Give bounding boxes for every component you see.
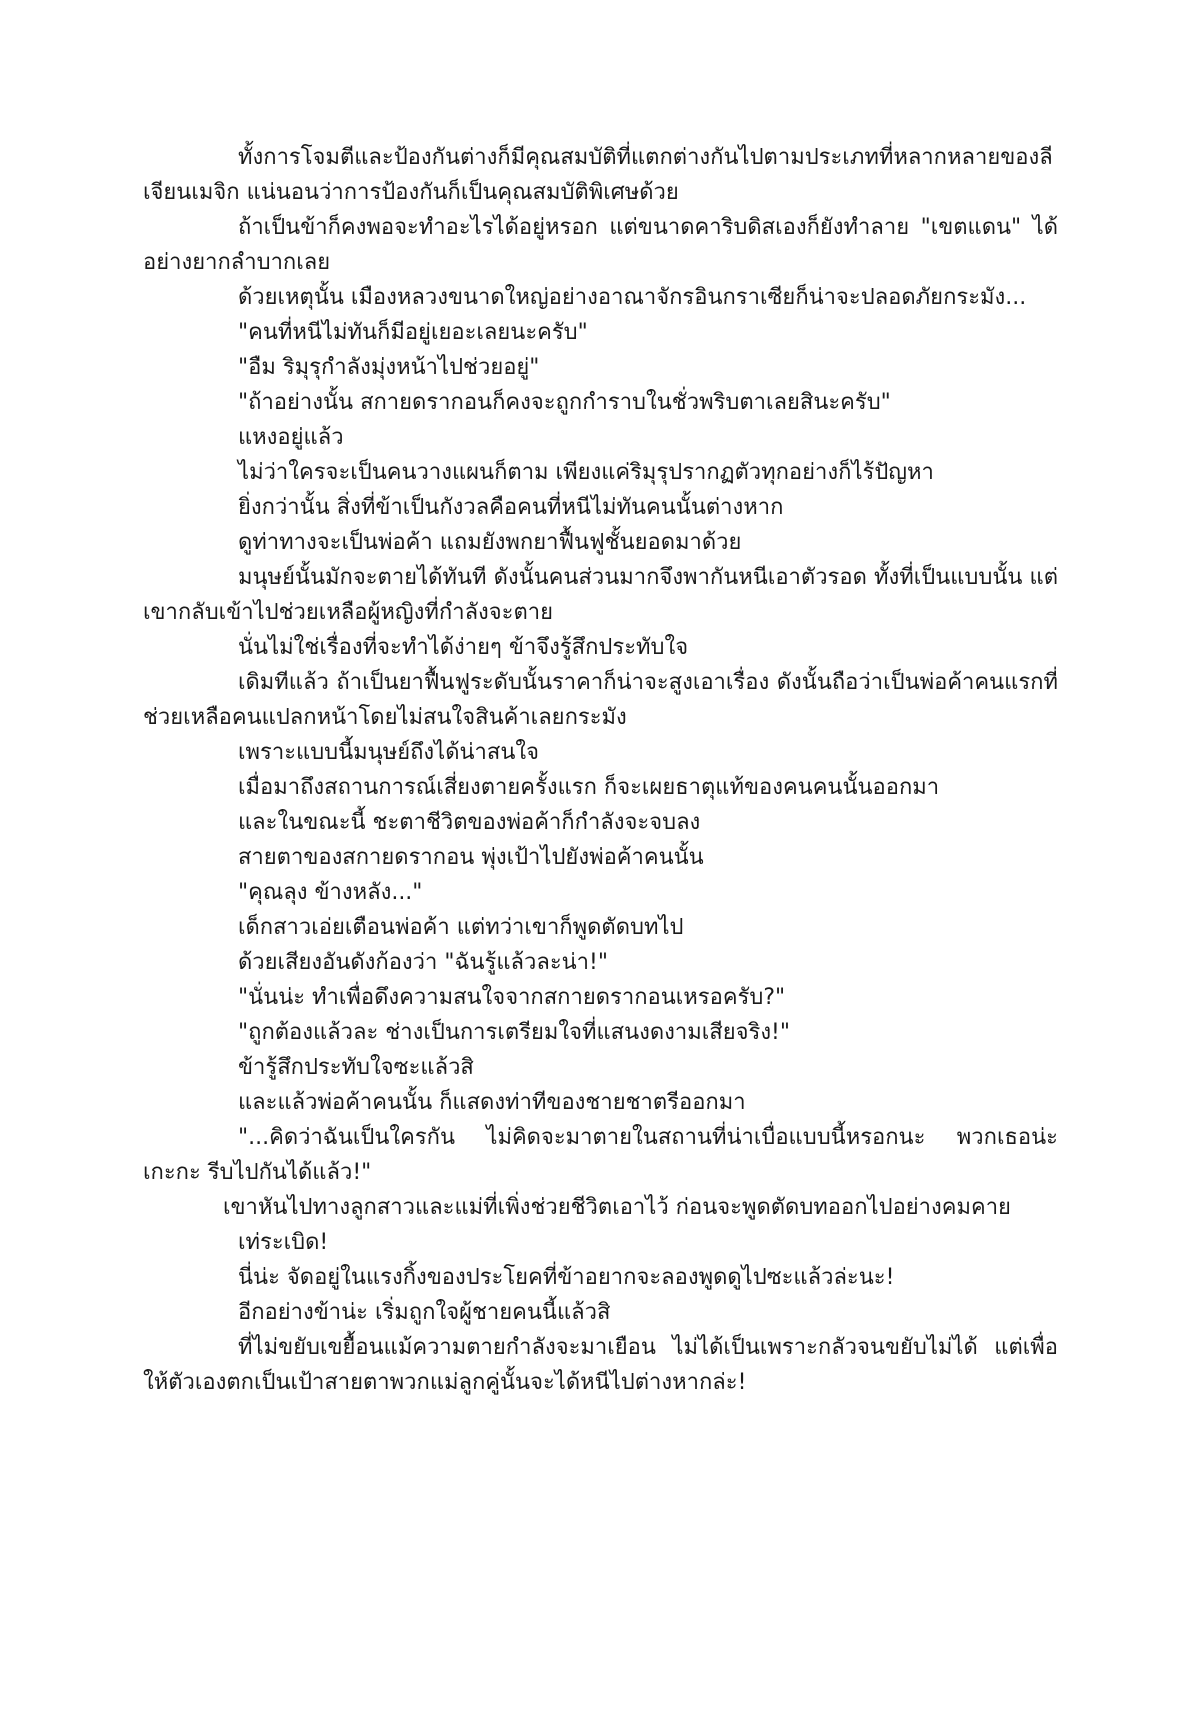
paragraph: ด้วยเสียงอันดังก้องว่า "ฉันรู้แล้วละน่า!" <box>238 950 608 975</box>
paragraph: แหงอยู่แล้ว <box>238 425 344 450</box>
dialogue-line: "ถูกต้องแล้วละ ช่างเป็นการเตรียมใจที่แสนงดงามเสียจริง!" <box>238 1020 790 1045</box>
paragraph: อีกอย่างข้าน่ะ เริ่มถูกใจผู้ชายคนนี้แล้วสิ <box>238 1300 611 1325</box>
paragraph: นั่นไม่ใช่เรื่องที่จะทำได้ง่ายๆ ข้าจึงรู้สึกประทับใจ <box>238 635 689 660</box>
paragraph: สายตาของสกายดรากอน พุ่งเป้าไปยังพ่อค้าคนนั้น <box>238 845 704 870</box>
paragraph: เพราะแบบนี้มนุษย์ถึงได้น่าสนใจ <box>238 740 539 765</box>
paragraph: และแล้วพ่อค้าคนนั้น ก็แสดงท่าทีของชายชาตรีออกมา <box>238 1090 746 1115</box>
paragraph: เด็กสาวเอ่ยเตือนพ่อค้า แต่ทว่าเขาก็พูดตัดบทไป <box>238 915 684 940</box>
paragraph: ข้ารู้สึกประทับใจซะแล้วสิ <box>238 1055 474 1080</box>
paragraph: ที่ไม่ขยับเขยื้อนแม้ความตายกำลังจะมาเยือน ไม่ได้เป็นเพราะกลัวจนขยับไม่ได้ แต่เพื่อให้ตัวเองตกเป็นเป้าสายตาพวกแม่ลูกคู่นั้นจะได้หนีไปต่างหากล่ะ! <box>143 1335 1058 1395</box>
novel-text-body <box>143 140 1058 1400</box>
paragraph: และในขณะนี้ ชะตาชีวิตของพ่อค้าก็กำลังจะจบลง <box>238 810 701 835</box>
paragraph: ด้วยเหตุนั้น เมืองหลวงขนาดใหญ่อย่างอาณาจักรอินกราเซียก็น่าจะปลอดภัยกระมัง... <box>238 285 1027 310</box>
dialogue-line: "คนที่หนีไม่ทันก็มีอยู่เยอะเลยนะครับ" <box>238 320 588 345</box>
paragraph: มนุษย์นั้นมักจะตายได้ทันที ดังนั้นคนส่วนมากจึงพากันหนีเอาตัวรอด ทั้งที่เป็นแบบนั้น แต่เขากลับเข้าไปช่วยเหลือผู้หญิงที่กำลังจะตาย <box>143 565 1058 625</box>
paragraph: เขาหันไปทางลูกสาวและแม่ที่เพิ่งช่วยชีวิตเอาไว้ ก่อนจะพูดตัดบทออกไปอย่างคมคาย <box>223 1195 1011 1220</box>
paragraph: เมื่อมาถึงสถานการณ์เสี่ยงตายครั้งแรก ก็จะเผยธาตุแท้ของคนคนนั้นออกมา <box>238 775 940 800</box>
paragraph: นี่น่ะ จัดอยู่ในแรงกิ้งของประโยคที่ข้าอยากจะลองพูดดูไปซะแล้วล่ะนะ! <box>238 1265 895 1290</box>
dialogue-line: "อืม ริมุรุกำลังมุ่งหน้าไปช่วยอยู่" <box>238 355 540 380</box>
paragraph: ยิ่งกว่านั้น สิ่งที่ข้าเป็นกังวลคือคนที่หนีไม่ทันคนนั้นต่างหาก <box>238 495 784 520</box>
dialogue-line: "นั่นน่ะ ทำเพื่อดึงความสนใจจากสกายดรากอนเหรอครับ?" <box>238 985 786 1010</box>
dialogue-line: "...คิดว่าฉันเป็นใครกัน ไม่คิดจะมาตายในสถานที่น่าเบื่อแบบนี้หรอกนะ พวกเธอน่ะ เกะกะ รีบไปกันได้แล้ว!" <box>143 1125 1058 1185</box>
paragraph: ดูท่าทางจะเป็นพ่อค้า แถมยังพกยาฟื้นฟูชั้นยอดมาด้วย <box>238 530 742 555</box>
paragraph: เดิมทีแล้ว ถ้าเป็นยาฟื้นฟูระดับนั้นราคาก็น่าจะสูงเอาเรื่อง ดังนั้นถือว่าเป็นพ่อค้าคนแรกที่ช่วยเหลือคนแปลกหน้าโดยไม่สนใจสินค้าเลยกระมัง <box>143 670 1058 730</box>
paragraph: ถ้าเป็นข้าก็คงพอจะทำอะไรได้อยู่หรอก แต่ขนาดคาริบดิสเองก็ยังทำลาย "เขตแดน" ได้อย่างยากลำบากเลย <box>143 215 1058 275</box>
paragraph: ทั้งการโจมตีและป้องกันต่างก็มีคุณสมบัติที่แตกต่างกันไปตามประเภทที่หลากหลายของลีเจียนเมจิก แน่นอนว่าการป้องกันก็เป็นคุณสมบัติพิเศษด้วย <box>143 145 1053 205</box>
dialogue-line: "ถ้าอย่างนั้น สกายดรากอนก็คงจะถูกกำราบในชั่วพริบตาเลยสินะครับ" <box>238 390 891 415</box>
dialogue-line: "คุณลุง ข้างหลัง..." <box>238 880 423 905</box>
paragraph: ไม่ว่าใครจะเป็นคนวางแผนก็ตาม เพียงแค่ริมุรุปรากฏตัวทุกอย่างก็ไร้ปัญหา <box>238 460 934 485</box>
paragraph: เท่ระเบิด! <box>238 1230 329 1255</box>
